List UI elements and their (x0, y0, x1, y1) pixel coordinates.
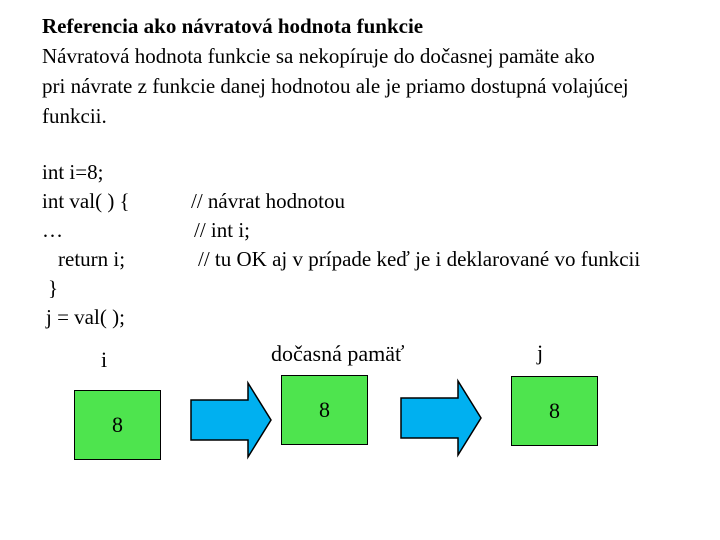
comment-line-2: // int i; (194, 218, 251, 242)
box-j (511, 376, 598, 446)
arrow-right-icon (400, 380, 482, 456)
label-i: i (101, 347, 108, 372)
page-title: Referencia ako návratová hodnota funkcie (42, 14, 424, 38)
box-i (74, 390, 161, 460)
description-line-2: pri návrate z funkcie danej hodnotou ale je priamo dostupná volajúcej (42, 74, 629, 98)
label-temp-memory: dočasná pamäť (271, 341, 405, 366)
value-j: 8 (549, 398, 560, 423)
box-temp-memory (281, 375, 368, 445)
label-j: j (537, 340, 544, 365)
code-line-3: … (42, 218, 63, 242)
code-line-5: } (48, 276, 59, 300)
code-line-6: j = val( ); (46, 305, 125, 329)
code-line-2: int val( ) { (42, 189, 130, 213)
description-line-3: funkcii. (42, 104, 107, 128)
description-line-1: Návratová hodnota funkcie sa nekopíruje do dočasnej pamäte ako (42, 44, 595, 68)
comment-line-3: // tu OK aj v prípade keď je i deklarované vo funkcii (198, 247, 641, 271)
code-line-1: int i=8; (42, 160, 104, 184)
value-i: 8 (112, 412, 123, 437)
arrow-right-icon (190, 382, 272, 458)
comment-line-1: // návrat hodnotou (191, 189, 345, 213)
code-line-4: return i; (58, 247, 126, 271)
value-temp-memory: 8 (319, 397, 330, 422)
